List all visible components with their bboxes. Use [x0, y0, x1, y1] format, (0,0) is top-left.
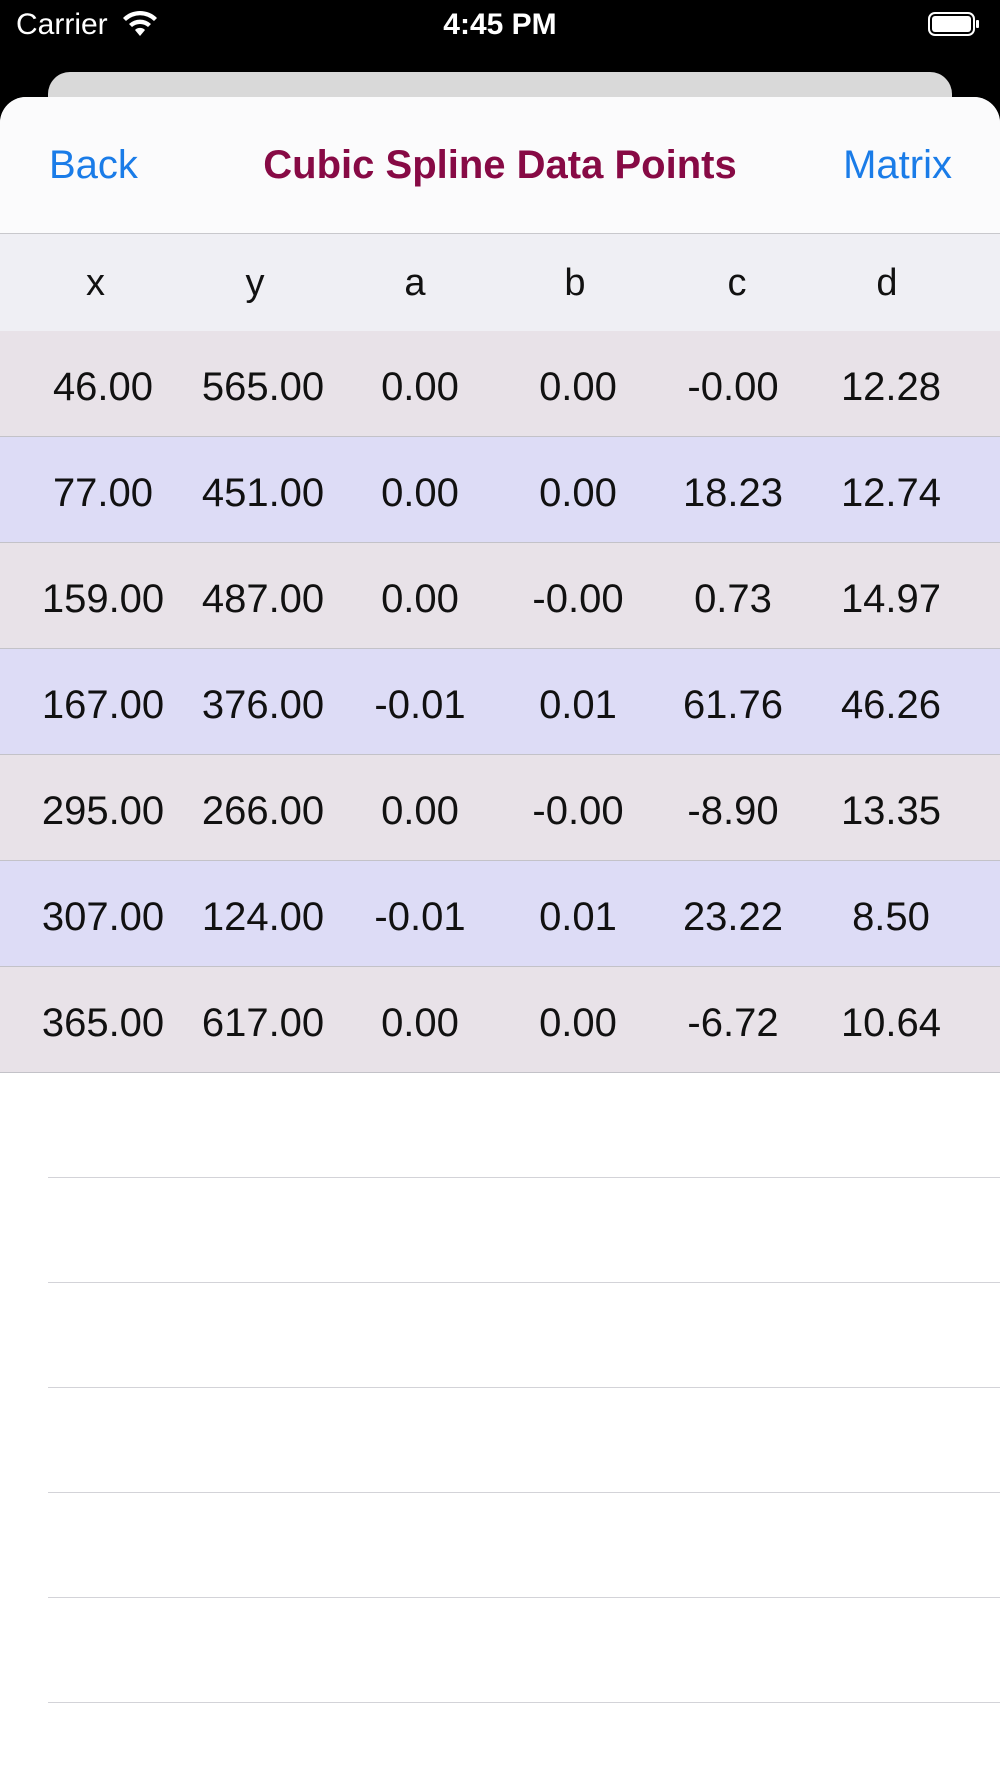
cell-x: 365.00	[41, 1001, 165, 1045]
table-row[interactable]	[0, 543, 1000, 649]
column-header-y: y	[245, 262, 265, 304]
cell-c: -0.00	[687, 365, 779, 409]
column-header-b: b	[564, 262, 586, 304]
cell-x: 77.00	[52, 471, 154, 515]
cell-b: 0.01	[539, 683, 617, 727]
cell-d: 14.97	[840, 577, 942, 621]
cell-x: 159.00	[41, 577, 165, 621]
clock: 4:45 PM	[443, 8, 557, 41]
column-header-x: x	[86, 262, 105, 304]
table-row[interactable]	[0, 331, 1000, 437]
cell-c: 18.23	[682, 471, 784, 515]
cell-a: 0.00	[381, 365, 459, 409]
cell-y: 124.00	[201, 895, 325, 939]
cell-x: 307.00	[41, 895, 165, 939]
table-row[interactable]	[0, 861, 1000, 967]
column-header-a: a	[404, 262, 426, 304]
cell-b: 0.00	[539, 365, 617, 409]
cell-x: 167.00	[41, 683, 165, 727]
cell-a: 0.00	[381, 1001, 459, 1045]
cell-a: 0.00	[381, 471, 459, 515]
navigation-bar	[0, 97, 1000, 234]
cell-d: 10.64	[840, 1001, 942, 1045]
cell-x: 295.00	[41, 789, 165, 833]
cell-d: 8.50	[852, 895, 930, 939]
cell-b: 0.00	[539, 471, 617, 515]
empty-table-row	[0, 1073, 1000, 1178]
cell-d: 12.28	[840, 365, 942, 409]
cell-y: 565.00	[201, 365, 325, 409]
cell-b: -0.00	[532, 789, 624, 833]
table-row[interactable]	[0, 967, 1000, 1073]
cell-a: -0.01	[374, 683, 466, 727]
cell-b: 0.00	[539, 1001, 617, 1045]
table-row[interactable]	[0, 649, 1000, 755]
matrix-button[interactable]: Matrix	[843, 143, 952, 187]
cell-a: 0.00	[381, 577, 459, 621]
empty-table-row	[0, 1283, 1000, 1388]
cell-y: 376.00	[201, 683, 325, 727]
cell-a: 0.00	[381, 789, 459, 833]
cell-y: 451.00	[201, 471, 325, 515]
status-bar	[0, 0, 1000, 52]
carrier-label: Carrier	[16, 8, 108, 41]
back-button[interactable]: Back	[49, 143, 138, 187]
modal-sheet	[0, 97, 1000, 1778]
cell-a: -0.01	[374, 895, 466, 939]
cell-d: 46.26	[840, 683, 942, 727]
page-title: Cubic Spline Data Points	[263, 143, 737, 187]
empty-table-row	[0, 1493, 1000, 1598]
table-row[interactable]	[0, 437, 1000, 543]
cell-c: -8.90	[687, 789, 779, 833]
table-row[interactable]	[0, 755, 1000, 861]
cell-c: 61.76	[682, 683, 784, 727]
cell-c: 0.73	[694, 577, 772, 621]
cell-c: 23.22	[682, 895, 784, 939]
empty-table-row	[0, 1598, 1000, 1703]
cell-d: 13.35	[840, 789, 942, 833]
cell-y: 487.00	[201, 577, 325, 621]
cell-b: -0.00	[532, 577, 624, 621]
column-header-d: d	[876, 262, 898, 304]
empty-table-row	[0, 1178, 1000, 1283]
empty-table-row	[0, 1388, 1000, 1493]
battery-icon	[928, 12, 980, 36]
cell-c: -6.72	[687, 1001, 779, 1045]
cell-b: 0.01	[539, 895, 617, 939]
cell-y: 266.00	[201, 789, 325, 833]
cell-d: 12.74	[840, 471, 942, 515]
column-header-c: c	[727, 262, 747, 304]
cell-y: 617.00	[201, 1001, 325, 1045]
data-table	[0, 331, 1000, 1703]
cell-x: 46.00	[52, 365, 154, 409]
table-header	[0, 234, 1000, 331]
